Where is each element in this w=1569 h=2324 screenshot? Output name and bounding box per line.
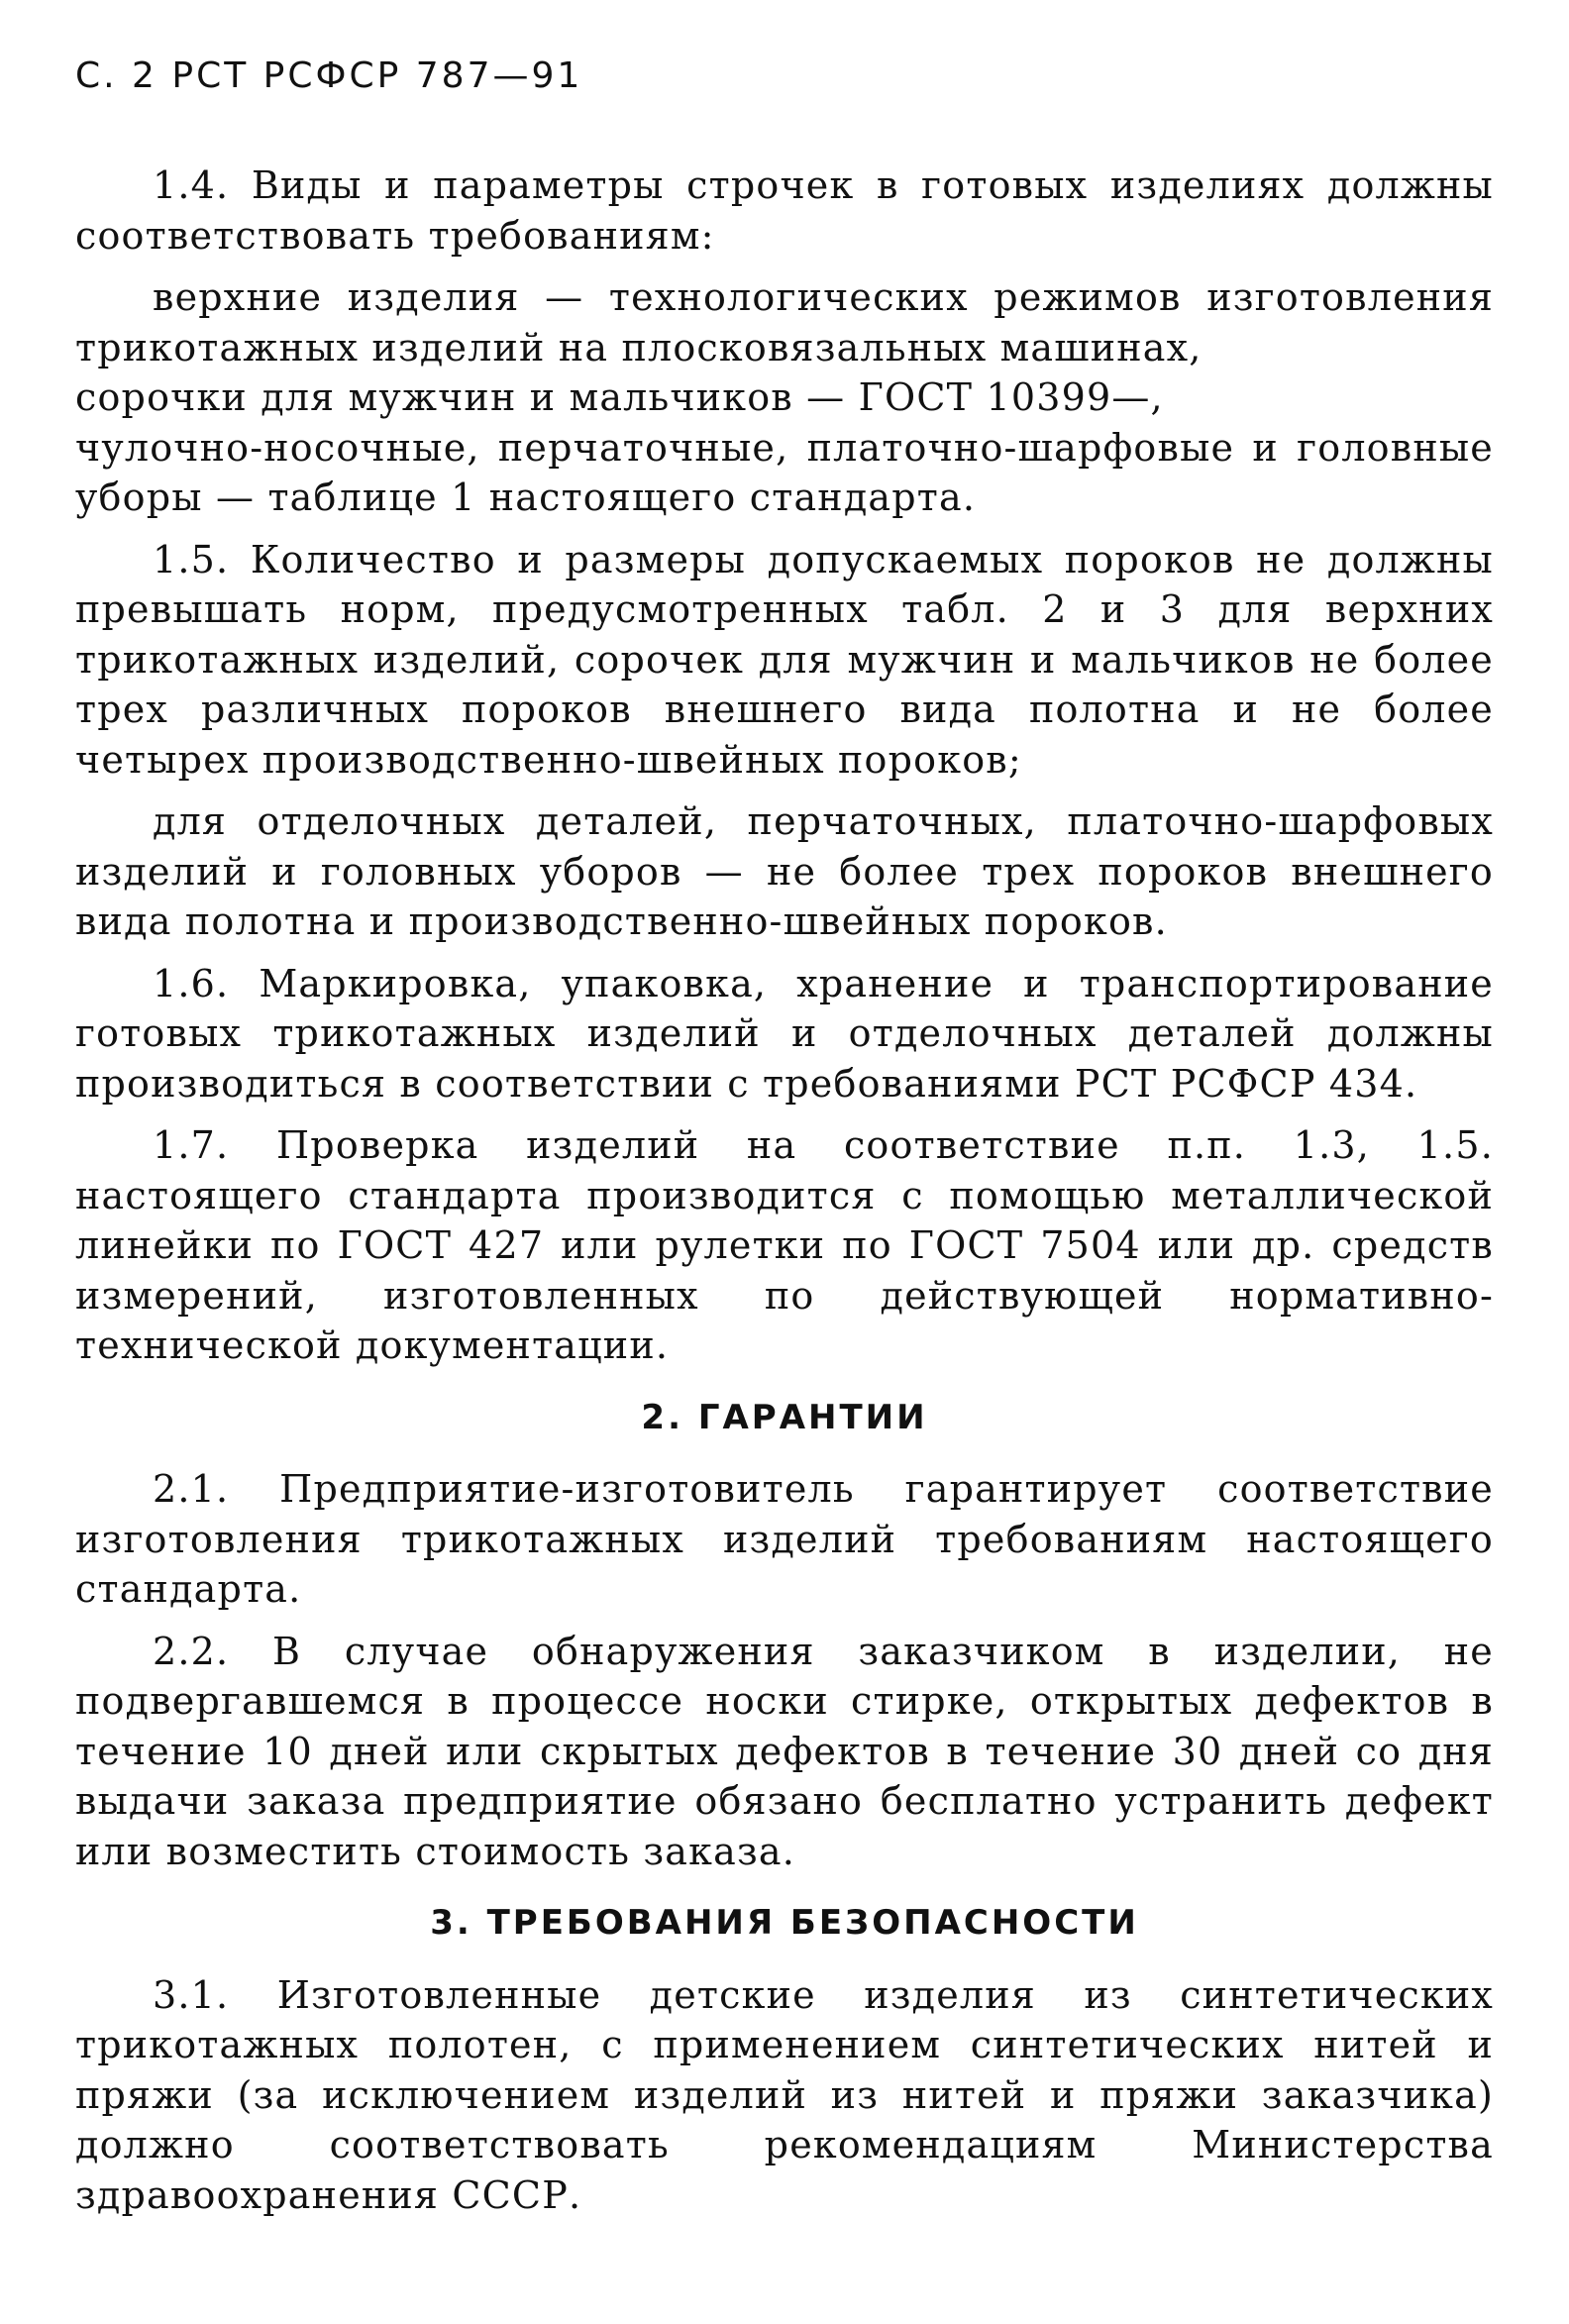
paragraph-1-6: 1.6. Маркировка, упаковка, хранение и транспортирование готовых трикотажных изделий и отделочных деталей должны производиться в соответствии с требованиями РСТ РСФСР 434. — [75, 961, 1494, 1106]
running-head: С. 2 РСТ РСФСР 787—91 — [75, 55, 583, 96]
document-body — [75, 160, 1494, 2232]
list-item-hosiery: чулочно-носочные, перчаточные, платочно-шарфовые и головные уборы — таблице 1 настоящего стандарта. — [75, 425, 1494, 519]
list-item-outerwear: верхние изделия — технологических режимов изготовления трикотажных изделий на плосковязальных машинах, — [75, 275, 1494, 370]
paragraph-1-5-continuation: для отделочных деталей, перчаточных, платочно-шарфовых изделий и головных уборов — не более трех пороков внешнего вида полотна и производственно-швейных пороков. — [75, 799, 1494, 943]
paragraph-1-7: 1.7. Проверка изделий на соответствие п.п. 1.3, 1.5. настоящего стандарта производится с помощью металлической линейки по ГОСТ 427 или рулетки по ГОСТ 7504 или др. средств измерений, изготовленных по действующей нормативно-технической документации. — [75, 1123, 1494, 1367]
paragraph-1-5: 1.5. Количество и размеры допускаемых пороков не должны превышать норм, предусмотренных табл. 2 и 3 для верхних трикотажных изделий, сорочек для мужчин и мальчиков не более трех различных пороков внешнего вида полотна и не более четырех производственно-швейных пороков; — [75, 537, 1494, 782]
paragraph-1-4: 1.4. Виды и параметры строчек в готовых изделиях должны соответствовать требованиям: — [75, 163, 1494, 258]
list-item-shirts: сорочки для мужчин и мальчиков — ГОСТ 10399—, — [75, 375, 1164, 419]
paragraph-3-1: 3.1. Изготовленные детские изделия из синтетических трикотажных полотен, с применением синтетических нитей и пряжи (за исключением изделий из нитей и пряжи заказчика) должно соответствовать рекомендациям Министерства здравоохранения СССР. — [75, 1972, 1494, 2217]
paragraph-2-1: 2.1. Предприятие-изготовитель гарантирует соответствие изготовления трикотажных изделий требованиям настоящего стандарта. — [75, 1467, 1494, 1611]
section-heading-safety: 3. ТРЕБОВАНИЯ БЕЗОПАСНОСТИ — [430, 1903, 1139, 1943]
section-heading-guarantees: 2. ГАРАНТИИ — [641, 1397, 928, 1437]
paragraph-2-2: 2.2. В случае обнаружения заказчиком в изделии, не подвергавшемся в процессе носки стирке, открытых дефектов в течение 10 дней или скрытых дефектов в течение 30 дней со дня выдачи заказа предприятие обязано бесплатно устранить дефект или возместить стоимость заказа. — [75, 1629, 1494, 1873]
